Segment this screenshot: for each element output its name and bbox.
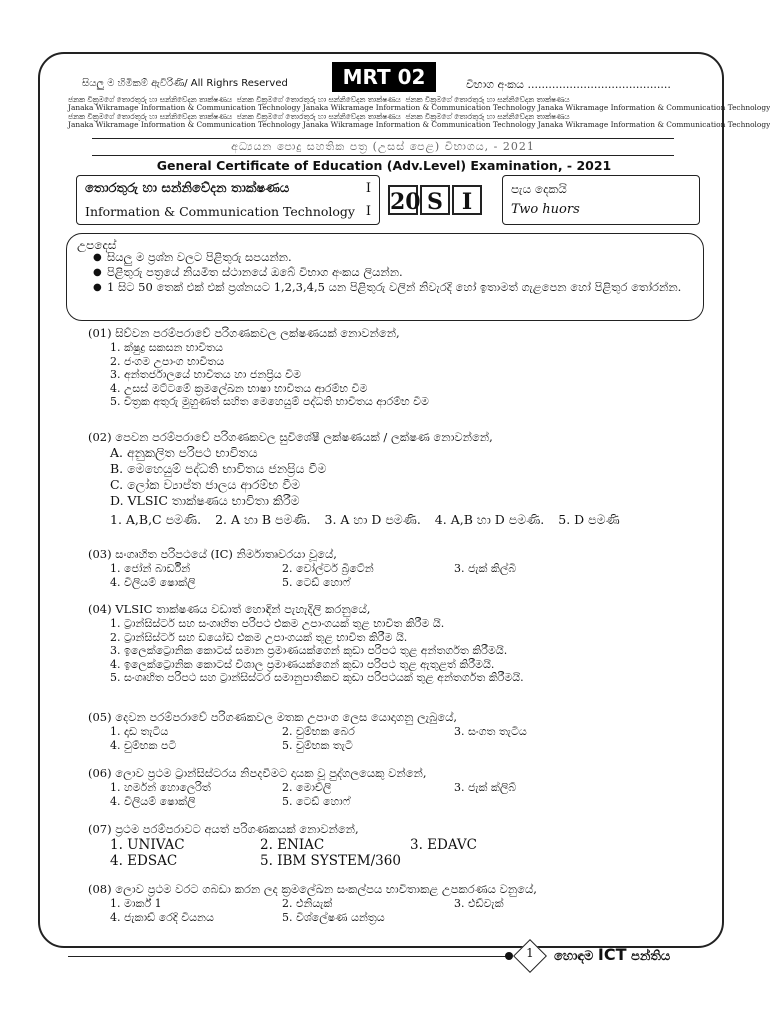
answer-option: 3. සංගත තැටිය: [454, 725, 527, 738]
subject-code-part: I: [452, 185, 482, 215]
answer-option: 4. ඉලෙක්ට්‍රොනික කොටස් විශාල ප්‍රමාණයක්ගෙන් කුඩා පරිපථ තුළ ඇතුළත් කිරීමයි.: [110, 657, 495, 671]
answer-option: 2. ENIAC: [260, 837, 325, 853]
answer-option: 1. UNIVAC: [110, 837, 185, 853]
question-2: [88, 430, 708, 529]
answer-options-grid: [88, 897, 708, 925]
statement-item: A. අනුකලිත පරිපථ භාවිතය: [110, 445, 258, 460]
statement-item: B. මෙහෙයුම් පද්ධති භාවිතය ජනප්‍රිය වීම: [110, 461, 327, 476]
question-stem: (05) දෙවන පරම්පරාවේ පරිගණකවල මතක උපාංග ලෙස යොදාගනු ලැබුයේ,: [88, 710, 458, 724]
answer-option: 2. A හා B පමණි.: [215, 512, 311, 527]
footer-dot-icon: [505, 952, 513, 960]
answer-option: 2. ට්‍රාන්සිස්ටර් සහ ඩයෝඩ එකම උපාංගයක් තුළ භාවිත කිරීම යි.: [110, 630, 408, 644]
answer-options-grid: [88, 562, 708, 590]
answer-option: 5. ටෙඩ් හොෆ්: [282, 576, 351, 589]
answer-option: 4. A,B හා D පමණි.: [434, 512, 545, 527]
question-3: [88, 547, 708, 590]
footer-brand: [554, 945, 670, 964]
answer-option: 2. ජංගම උපාංග භාවිතය: [110, 354, 225, 368]
question-stem: (03) සංගෘහිත පරිපථයේ (IC) නිර්මාතෘවරයා වූයේ,: [88, 547, 337, 561]
instruction-item: ● 1 සිට 50 තෙක් එක් එක් ප්‍රශ්නයට 1,2,3,4,5 යන පිළිතුරු වලින් නිවැරදි හෝ ඉතාමත් ගැළපෙන හෝ පිළිතුර තෝරන්න.: [93, 280, 693, 295]
instruction-item: ● සියලු ම ප්‍රශ්න වලට පිළිතුරු සපයන්න.: [93, 250, 693, 265]
watermark-line-si-2: ජනක වික්‍රමගේ තොරතුරු හා සන්නිවේදන තාක්ෂණය ජනක වික්‍රමගේ තොරතුරු හා සන්නිවේදන තාක්ෂණය ජනක වික්‍රමගේ තොරතුරු හා සන්නිවේදන තාක්ෂණය: [68, 111, 570, 121]
question-5: [88, 710, 708, 753]
answer-option: 4. විලියම් ෂොක්ලි: [110, 576, 196, 589]
question-8: [88, 882, 708, 925]
subject-code: [388, 185, 484, 215]
instructions-title: උපදෙස්: [77, 238, 117, 252]
question-stem: (01) සිව්වන පරම්පරාවේ පරිගණකවල ලක්ෂණයක් නොවන්නේ,: [88, 326, 400, 340]
question-stem: (06) ලොව ප්‍රථම ට්‍රාන්සිස්ටරය නිපදවීමට දායක වූ පුද්ගලයෙකු වන්නේ,: [88, 766, 427, 780]
answer-options-grid: [88, 837, 708, 869]
question-stem: (04) VLSIC තාක්ෂණය වඩාත් හොඳින් පැහැදිලි කරනුයේ,: [88, 602, 371, 616]
exam-title-sinhala: අධ්‍යයන පොදු සහතික පත්‍ර (උසස් පෙළ) විභාගය, - 2021: [92, 138, 674, 156]
answer-option: 2. මොච්ලි: [282, 781, 332, 794]
watermark-line-en-2: Janaka Wikramage Information & Communication Technology Janaka Wikramage Information & Communication Technology Janaka Wikramage Information & Communication Technology: [68, 120, 770, 130]
subject-part-english: I: [365, 204, 371, 219]
answer-option: 2. එනියැක්: [282, 897, 333, 910]
duration-sinhala: පැය දෙකයි: [511, 182, 567, 196]
answer-option: 1. ට්‍රාන්සිස්ටර් සහ සංගෘහිත පරිපථ එකම උපාංගයක් තුළ භාවිත කිරීම යි.: [110, 617, 445, 630]
answer-options-row: [88, 511, 708, 529]
answer-option: 1. ක්ෂුද්‍ර සකසන භාවිතය: [110, 341, 223, 354]
subject-box: [76, 175, 380, 225]
answer-option: 3. EDAVC: [410, 837, 478, 853]
answer-option: 2. චුම්භක බෙර: [282, 725, 355, 738]
question-stem: (08) ලොව ප්‍රථම වරට ගබඩා කරන ලද ක්‍රමලේඛන සංකල්පය භාවිතාකළ උපකරණය වනුයේ,: [88, 882, 537, 896]
duration-box: [502, 175, 700, 225]
subject-part-sinhala: I: [365, 181, 371, 196]
paper-code-badge: MRT 02: [332, 62, 436, 92]
page-number: 1: [526, 946, 534, 960]
instructions-list: [81, 250, 693, 295]
answer-option: 3. ජැක් ක්ලිබ්: [454, 781, 517, 794]
answer-option: 5. D පමණි: [558, 512, 620, 527]
statement-item: C. ලෝක ව්‍යාප්ත ජාලය ආරම්භ වීම: [110, 477, 301, 492]
answer-option: 1. හර්මන් හොලෙරිත්: [110, 781, 211, 794]
answer-option: 5. චිත්‍රක අතුරු මුහුණත් සහිත මෙහෙයුම් පද්ධති භාවිතය ආරම්භ වීම: [110, 395, 429, 408]
answer-option: 5. චුම්භක තැටි: [282, 739, 353, 752]
answer-option: 4. උසස් මට්ටමේ ක්‍රමලේඛන භාෂා භාවිතය ආරම්භ වීම: [110, 381, 368, 395]
answer-option: 5. IBM SYSTEM/360: [260, 853, 401, 869]
rights-reserved: සියලු ම හිමිකම් ඇවිරිණි/ All Righrs Reserved: [82, 78, 288, 89]
watermark-line-en-1: Janaka Wikramage Information & Communication Technology Janaka Wikramage Information & Communication Technology Janaka Wikramage Information & Communication Technology: [68, 103, 770, 113]
answer-option: 4. EDSAC: [110, 853, 178, 869]
question-stem: (07) ප්‍රථම පරම්පරාවට අයත් පරිගණකයක් නොවන්නේ,: [88, 822, 359, 836]
subject-name-sinhala: තොරතුරු හා සන්නිවේදන තාක්ෂණය: [85, 181, 290, 196]
answer-options-grid: [88, 781, 708, 809]
question-4: [88, 602, 708, 685]
subject-code-medium: S: [420, 185, 450, 215]
brand-suffix: පන්තිය: [631, 949, 671, 964]
question-stem: (02) පෙවන පරම්පරාවේ පරිගණකවල සුවිශේෂී ලක්ෂණයක් / ලක්ෂණ නොවන්නේ,: [88, 430, 493, 444]
instruction-item: ● පිළිතුරු පත්‍රයේ නියමිත ස්ථානයේ ඔබේ විභාග අංකය ලියන්න.: [93, 265, 693, 280]
answer-option: 3. අන්තර්ජාලයේ භාවිතය හා ජනප්‍රිය වීම: [110, 368, 301, 381]
answer-option: 2. වෝල්ටර් බ්‍රිටේන්: [282, 562, 374, 575]
brand-ict: ICT: [597, 945, 627, 964]
brand-prefix: හොඳම: [554, 949, 594, 964]
answer-option: 1. දෘඩ තැටිය: [110, 725, 169, 738]
answer-options-grid: [88, 725, 708, 753]
answer-option: 4. චුම්භක පටි: [110, 739, 177, 752]
answer-option: 4. විලියම් ෂොක්ලි: [110, 795, 196, 808]
answer-option: 4. ජැකාඩ් රෙදි වියනය: [110, 911, 214, 924]
answer-option: 3. ඉලෙක්ට්‍රොනික කොටස් සමාන ප්‍රමාණයක්ගෙන් කුඩා පරිපථ තුළ අන්තර්ගත කිරීමයි.: [110, 644, 508, 657]
duration-english: Two huors: [511, 202, 580, 217]
answer-option: 3. ජැක් කිල්බි: [454, 562, 517, 575]
author-watermark-strip: [68, 95, 770, 130]
question-1: [88, 326, 708, 409]
answer-option: 5. සංගෘහිත පරිපථ සහ ට්‍රාන්සිස්ටර සමානුපාතිකව කුඩා පරිපථයක් තුළ අන්තර්ගත කිරීමයි.: [110, 671, 524, 684]
answer-option: 5. විශ්ලේෂණ යන්ත්‍රය: [282, 911, 385, 924]
answer-option: 3. A හා D පමණි.: [324, 512, 421, 527]
statement-list: [88, 445, 708, 509]
answer-option: 3. එඩ්වැක්: [454, 897, 504, 910]
answer-option: 5. ටෙඩ් හොෆ්: [282, 795, 351, 808]
answer-option: 1. ජෝන් බාර්ඩීන්: [110, 562, 191, 575]
footer-rule: [68, 956, 508, 957]
watermark-line-si-1: ජනක වික්‍රමගේ තොරතුරු හා සන්නිවේදන තාක්ෂණය ජනක වික්‍රමගේ තොරතුරු හා සන්නිවේදන තාක්ෂණය ජනක වික්‍රමගේ තොරතුරු හා සන්නිවේදන තාක්ෂණය: [68, 95, 570, 104]
index-number-label: විභාග අංකය .........................................: [466, 78, 671, 91]
exam-title-english: General Certificate of Education (Adv.Level) Examination, - 2021: [156, 158, 612, 173]
subject-code-number: 20: [388, 185, 418, 215]
question-7: [88, 822, 708, 869]
subject-name-english: Information & Communication Technology: [85, 204, 355, 219]
statement-item: D. VLSIC තාක්ෂණය භාවිතා කිරීම: [110, 493, 300, 508]
instructions-box: [66, 233, 704, 321]
answer-option: 1. මාර්ක් 1: [110, 897, 162, 910]
answer-option: 1. A,B,C පමණි.: [110, 512, 202, 527]
question-6: [88, 766, 708, 809]
